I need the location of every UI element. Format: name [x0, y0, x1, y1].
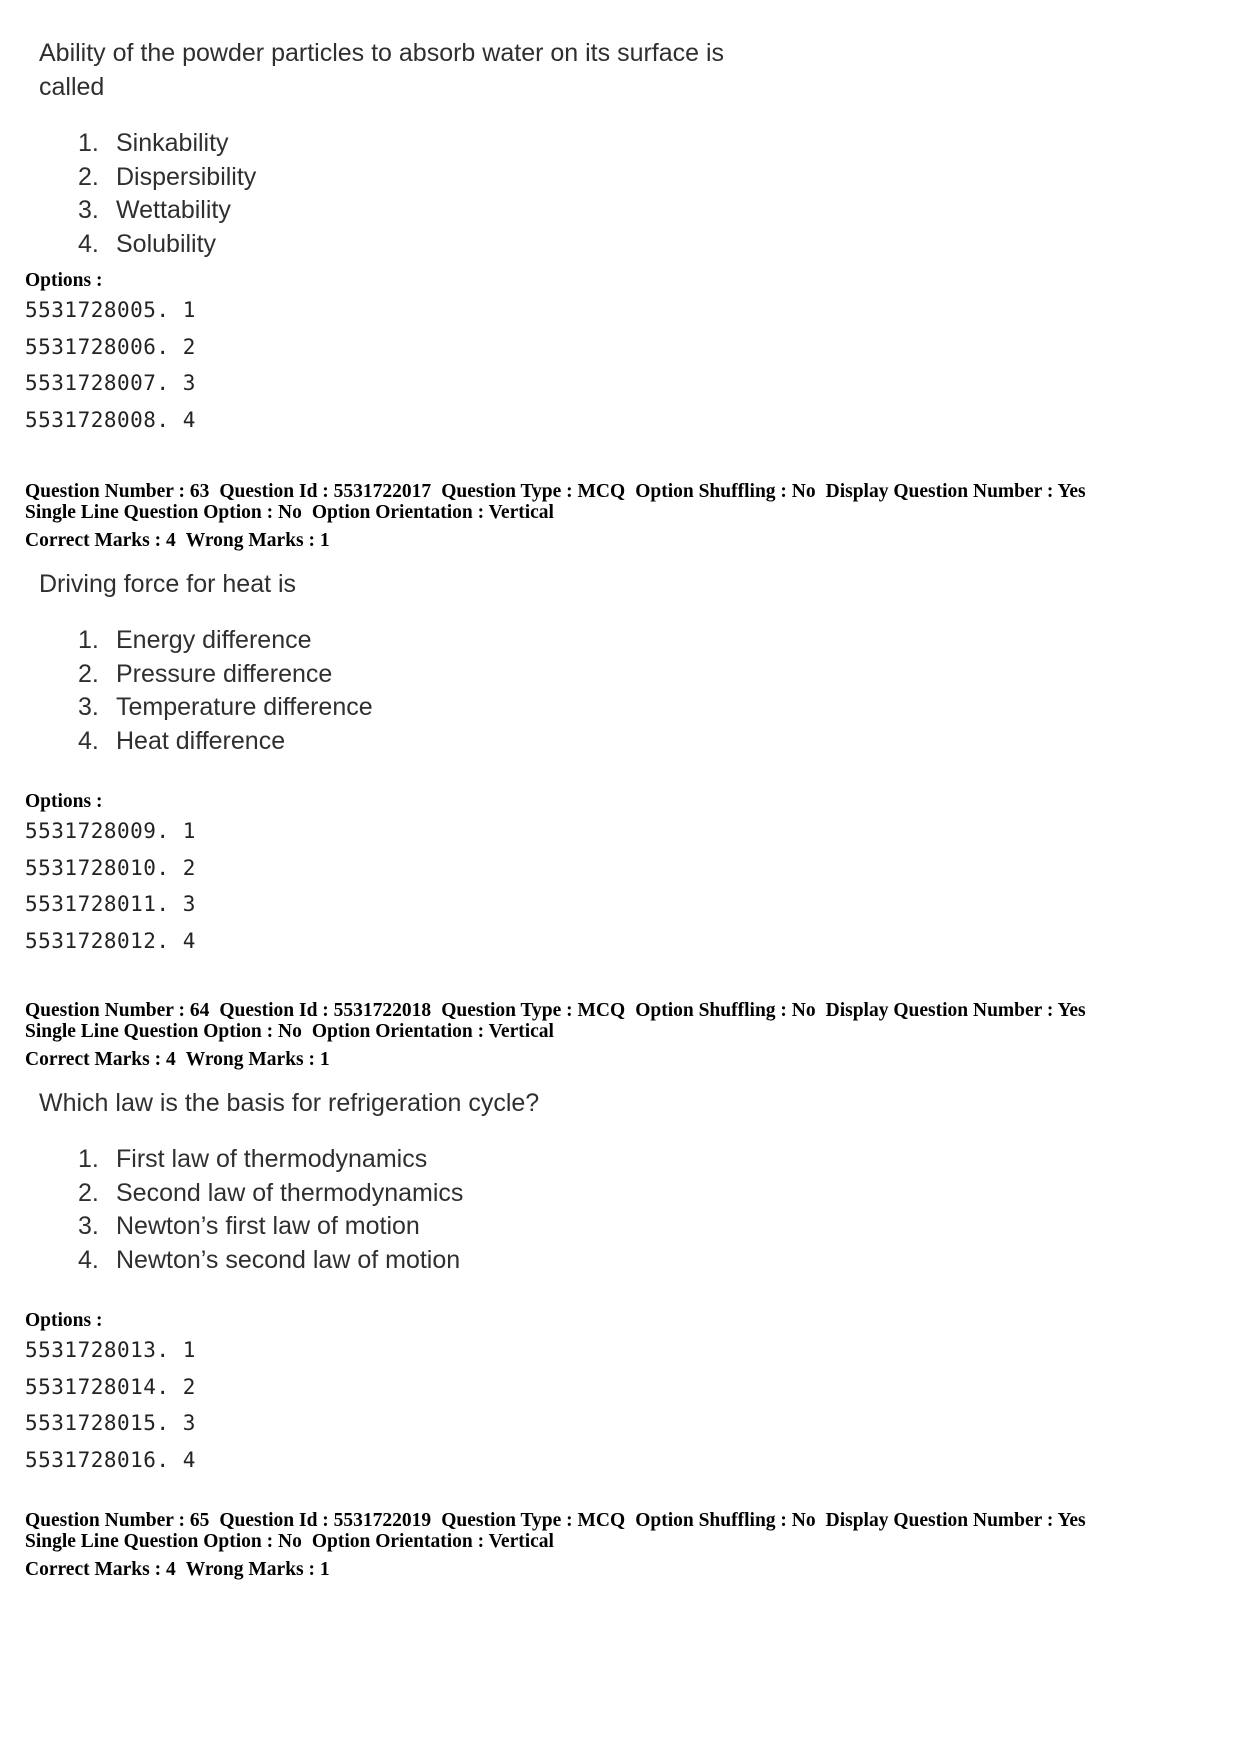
- stem-line: called: [39, 73, 105, 101]
- question-63-meta-line2: Single Line Question Option : No Option Orientation : Vertical: [25, 502, 554, 523]
- options-label: Options :: [25, 1310, 103, 1331]
- question-64-choices: [78, 1143, 463, 1277]
- question-64-stem: Which law is the basis for refrigeration cycle?: [39, 1089, 540, 1117]
- choice-item: 1. Energy difference: [78, 626, 312, 654]
- question-62-choices: [78, 127, 256, 261]
- option-id: 5531728012. 4: [25, 929, 196, 954]
- choice-item: 3. Wettability: [78, 196, 231, 224]
- choice-item: 3. Temperature difference: [78, 693, 373, 721]
- option-id: 5531728006. 2: [25, 334, 196, 359]
- question-64-options: [25, 1332, 196, 1479]
- question-65-marks: Correct Marks : 4 Wrong Marks : 1: [25, 1559, 330, 1580]
- choice-item: 2. Pressure difference: [78, 659, 333, 688]
- option-id: 5531728011. 3: [25, 892, 196, 917]
- option-id: 5531728013. 1: [25, 1338, 196, 1362]
- stem-line: Ability of the powder particles to absorb water on its surface is: [39, 39, 725, 67]
- choice-item: 4. Heat difference: [78, 726, 286, 755]
- question-64-meta-line2: Single Line Question Option : No Option Orientation : Vertical: [25, 1021, 554, 1042]
- option-id: 5531728014. 2: [25, 1374, 196, 1399]
- question-63-stem: Driving force for heat is: [39, 570, 297, 598]
- options-label: Options :: [25, 270, 103, 291]
- question-62-stem: [39, 36, 799, 104]
- question-65-meta-line1: Question Number : 65 Question Id : 5531722019 Question Type : MCQ Option Shuffling : No Display Question Number : Yes: [25, 1510, 1086, 1531]
- question-64-marks: Correct Marks : 4 Wrong Marks : 1: [25, 1049, 330, 1070]
- choice-item: 3. Newton’s first law of motion: [78, 1212, 420, 1240]
- option-id: 5531728008. 4: [25, 408, 196, 433]
- option-id: 5531728007. 3: [25, 371, 196, 396]
- question-63-meta-line1: Question Number : 63 Question Id : 5531722017 Question Type : MCQ Option Shuffling : No Display Question Number : Yes: [25, 481, 1086, 502]
- option-id: 5531728010. 2: [25, 855, 196, 880]
- choice-item: 1. First law of thermodynamics: [78, 1145, 428, 1173]
- question-63-choices: [78, 624, 373, 758]
- choice-item: 4. Solubility: [78, 229, 217, 258]
- question-65-meta-line2: Single Line Question Option : No Option Orientation : Vertical: [25, 1531, 554, 1552]
- option-id: 5531728005. 1: [25, 298, 196, 322]
- choice-item: 2. Dispersibility: [78, 162, 257, 191]
- option-id: 5531728015. 3: [25, 1411, 196, 1436]
- choice-item: 4. Newton’s second law of motion: [78, 1245, 461, 1274]
- question-64-meta-line1: Question Number : 64 Question Id : 5531722018 Question Type : MCQ Option Shuffling : No Display Question Number : Yes: [25, 1000, 1086, 1021]
- options-label: Options :: [25, 791, 103, 812]
- question-63-marks: Correct Marks : 4 Wrong Marks : 1: [25, 530, 330, 551]
- question-63-options: [25, 813, 196, 960]
- choice-item: 2. Second law of thermodynamics: [78, 1178, 464, 1207]
- option-id: 5531728016. 4: [25, 1448, 196, 1473]
- option-id: 5531728009. 1: [25, 819, 196, 843]
- question-62-options: [25, 292, 196, 439]
- choice-item: 1. Sinkability: [78, 129, 229, 157]
